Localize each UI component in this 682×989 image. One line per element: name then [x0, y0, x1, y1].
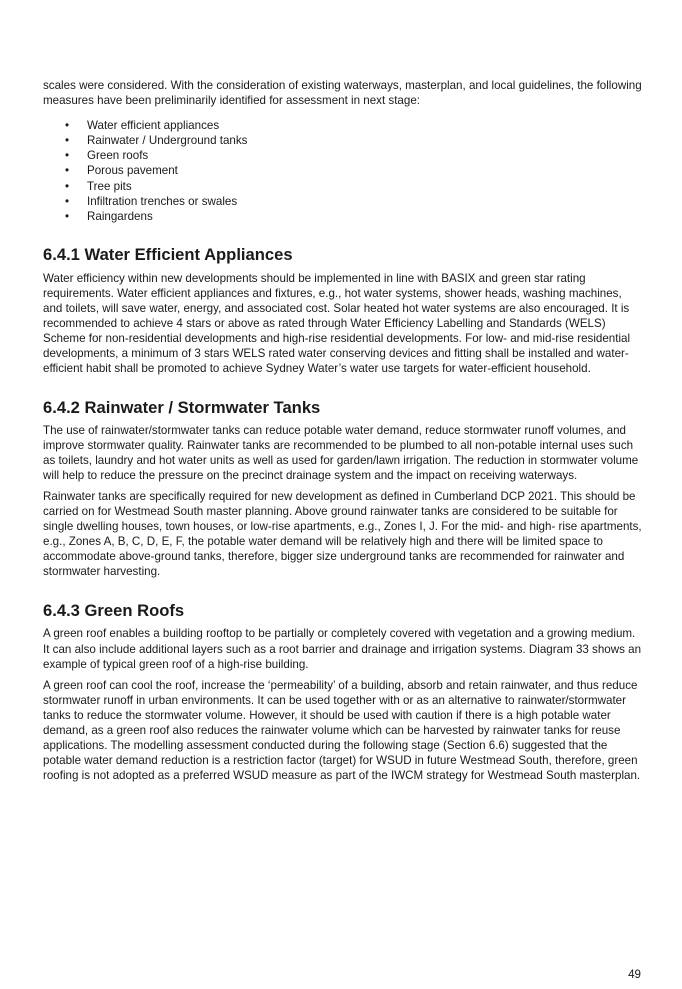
- list-item: [43, 118, 643, 133]
- bullet-icon: •: [65, 209, 70, 223]
- list-item: [43, 209, 643, 224]
- intro-paragraph: scales were considered. With the consideration of existing waterways, masterplan, and local guidelines, the following measures have been preliminarily identified for assessment in next stage:: [43, 79, 642, 108]
- bullet-icon: •: [65, 164, 70, 178]
- bullet-icon: •: [65, 149, 70, 163]
- section-paragraph: Water efficiency within new developments should be implemented in line with BASIX and green star rating requirements. Water efficient appliances and fixtures, e.g., hot water systems, shower heads, washing machines, and toilets, will save water, energy, and associated cost. Solar heated hot water systems are also encouraged. It is recommended to achieve 4 stars or above as rated through Water Efficiency Labelling and Standards (WELS) Scheme for non-residential developments and high-rise residential developments. For low- and mid-rise residential developments, a minimum of 3 stars WELS rated water conserving devices and fitting shall be installed and water-efficient habit shall be promoted to achieve Sydney Water’s water use targets for water-efficient household.: [43, 271, 631, 376]
- bullet-icon: •: [65, 179, 70, 193]
- bullet-icon: •: [65, 134, 70, 148]
- list-item: [43, 179, 643, 194]
- list-item-label: Water efficient appliances: [87, 119, 220, 133]
- list-item: [43, 148, 643, 163]
- bullet-icon: •: [65, 119, 70, 133]
- list-item-label: Rainwater / Underground tanks: [87, 134, 248, 148]
- section-paragraph: Rainwater tanks are specifically required for new development as defined in Cumberland DCP 2021. This should be carried on for Westmead South master planning. Above ground rainwater tanks are considered to be suitable for single dwelling houses, town houses, or low-rise apartments, e.g., Zones I, J. For the mid- and high- rise apartments, e.g., Zones A, B, C, D, E, F, the potable water demand will be relatively high and there will be limited space to accommodate above-ground tanks, therefore, bigger size underground tanks are recommended for rainwater and stormwater harvesting.: [43, 489, 642, 579]
- list-item: [43, 163, 643, 178]
- bullet-icon: •: [65, 194, 70, 208]
- document-page: [43, 78, 643, 783]
- section-heading-water-efficient-appliances: 6.4.1 Water Efficient Appliances: [43, 244, 293, 264]
- list-item-label: Green roofs: [87, 149, 149, 163]
- measures-list: [43, 118, 643, 224]
- section-paragraph: The use of rainwater/stormwater tanks can reduce potable water demand, reduce stormwater runoff volumes, and improve stormwater quality. Rainwater tanks are recommended to be plumbed to all non-potable internal uses such as toilets, laundry and hot water units as well as used for garden/lawn irrigation. The reduction in stormwater volume will help to reduce the pressure on the precinct drainage system and the impact on receiving waterways.: [43, 423, 639, 482]
- list-item: [43, 194, 643, 209]
- list-item-label: Infiltration trenches or swales: [87, 194, 238, 208]
- section-heading-rainwater-stormwater-tanks: 6.4.2 Rainwater / Stormwater Tanks: [43, 397, 321, 417]
- list-item-label: Tree pits: [87, 179, 132, 193]
- page-number: 49: [628, 968, 641, 981]
- section-heading-green-roofs: 6.4.3 Green Roofs: [43, 601, 185, 621]
- list-item: [43, 133, 643, 148]
- list-item-label: Raingardens: [87, 209, 153, 223]
- section-paragraph: A green roof can cool the roof, increase the ‘permeability’ of a building, absorb and retain rainwater, and thus reduce stormwater runoff in urban environments. It can be used together with or as an alternative to rainwater/stormwater tanks to reduce the stormwater volume. However, it should be used with caution if there is a high potable water demand, as a green roof also reduces the rainwater volume which can be harvested by rainwater tanks for reuse applications. The modelling assessment conducted during the following stage (Section 6.6) suggested that the potable water demand reduction is a restriction factor (target) for WSUD in future Westmead South, therefore, green roofing is not adopted as a preferred WSUD measure as part of the IWCM strategy for Westmead South masterplan.: [43, 678, 641, 783]
- section-paragraph: A green roof enables a building rooftop to be partially or completely covered with vegetation and a growing medium. It can also include additional layers such as a root barrier and drainage and irrigation systems. Diagram 33 shows an example of typical green roof of a high-rise building.: [43, 627, 642, 671]
- list-item-label: Porous pavement: [87, 164, 178, 178]
